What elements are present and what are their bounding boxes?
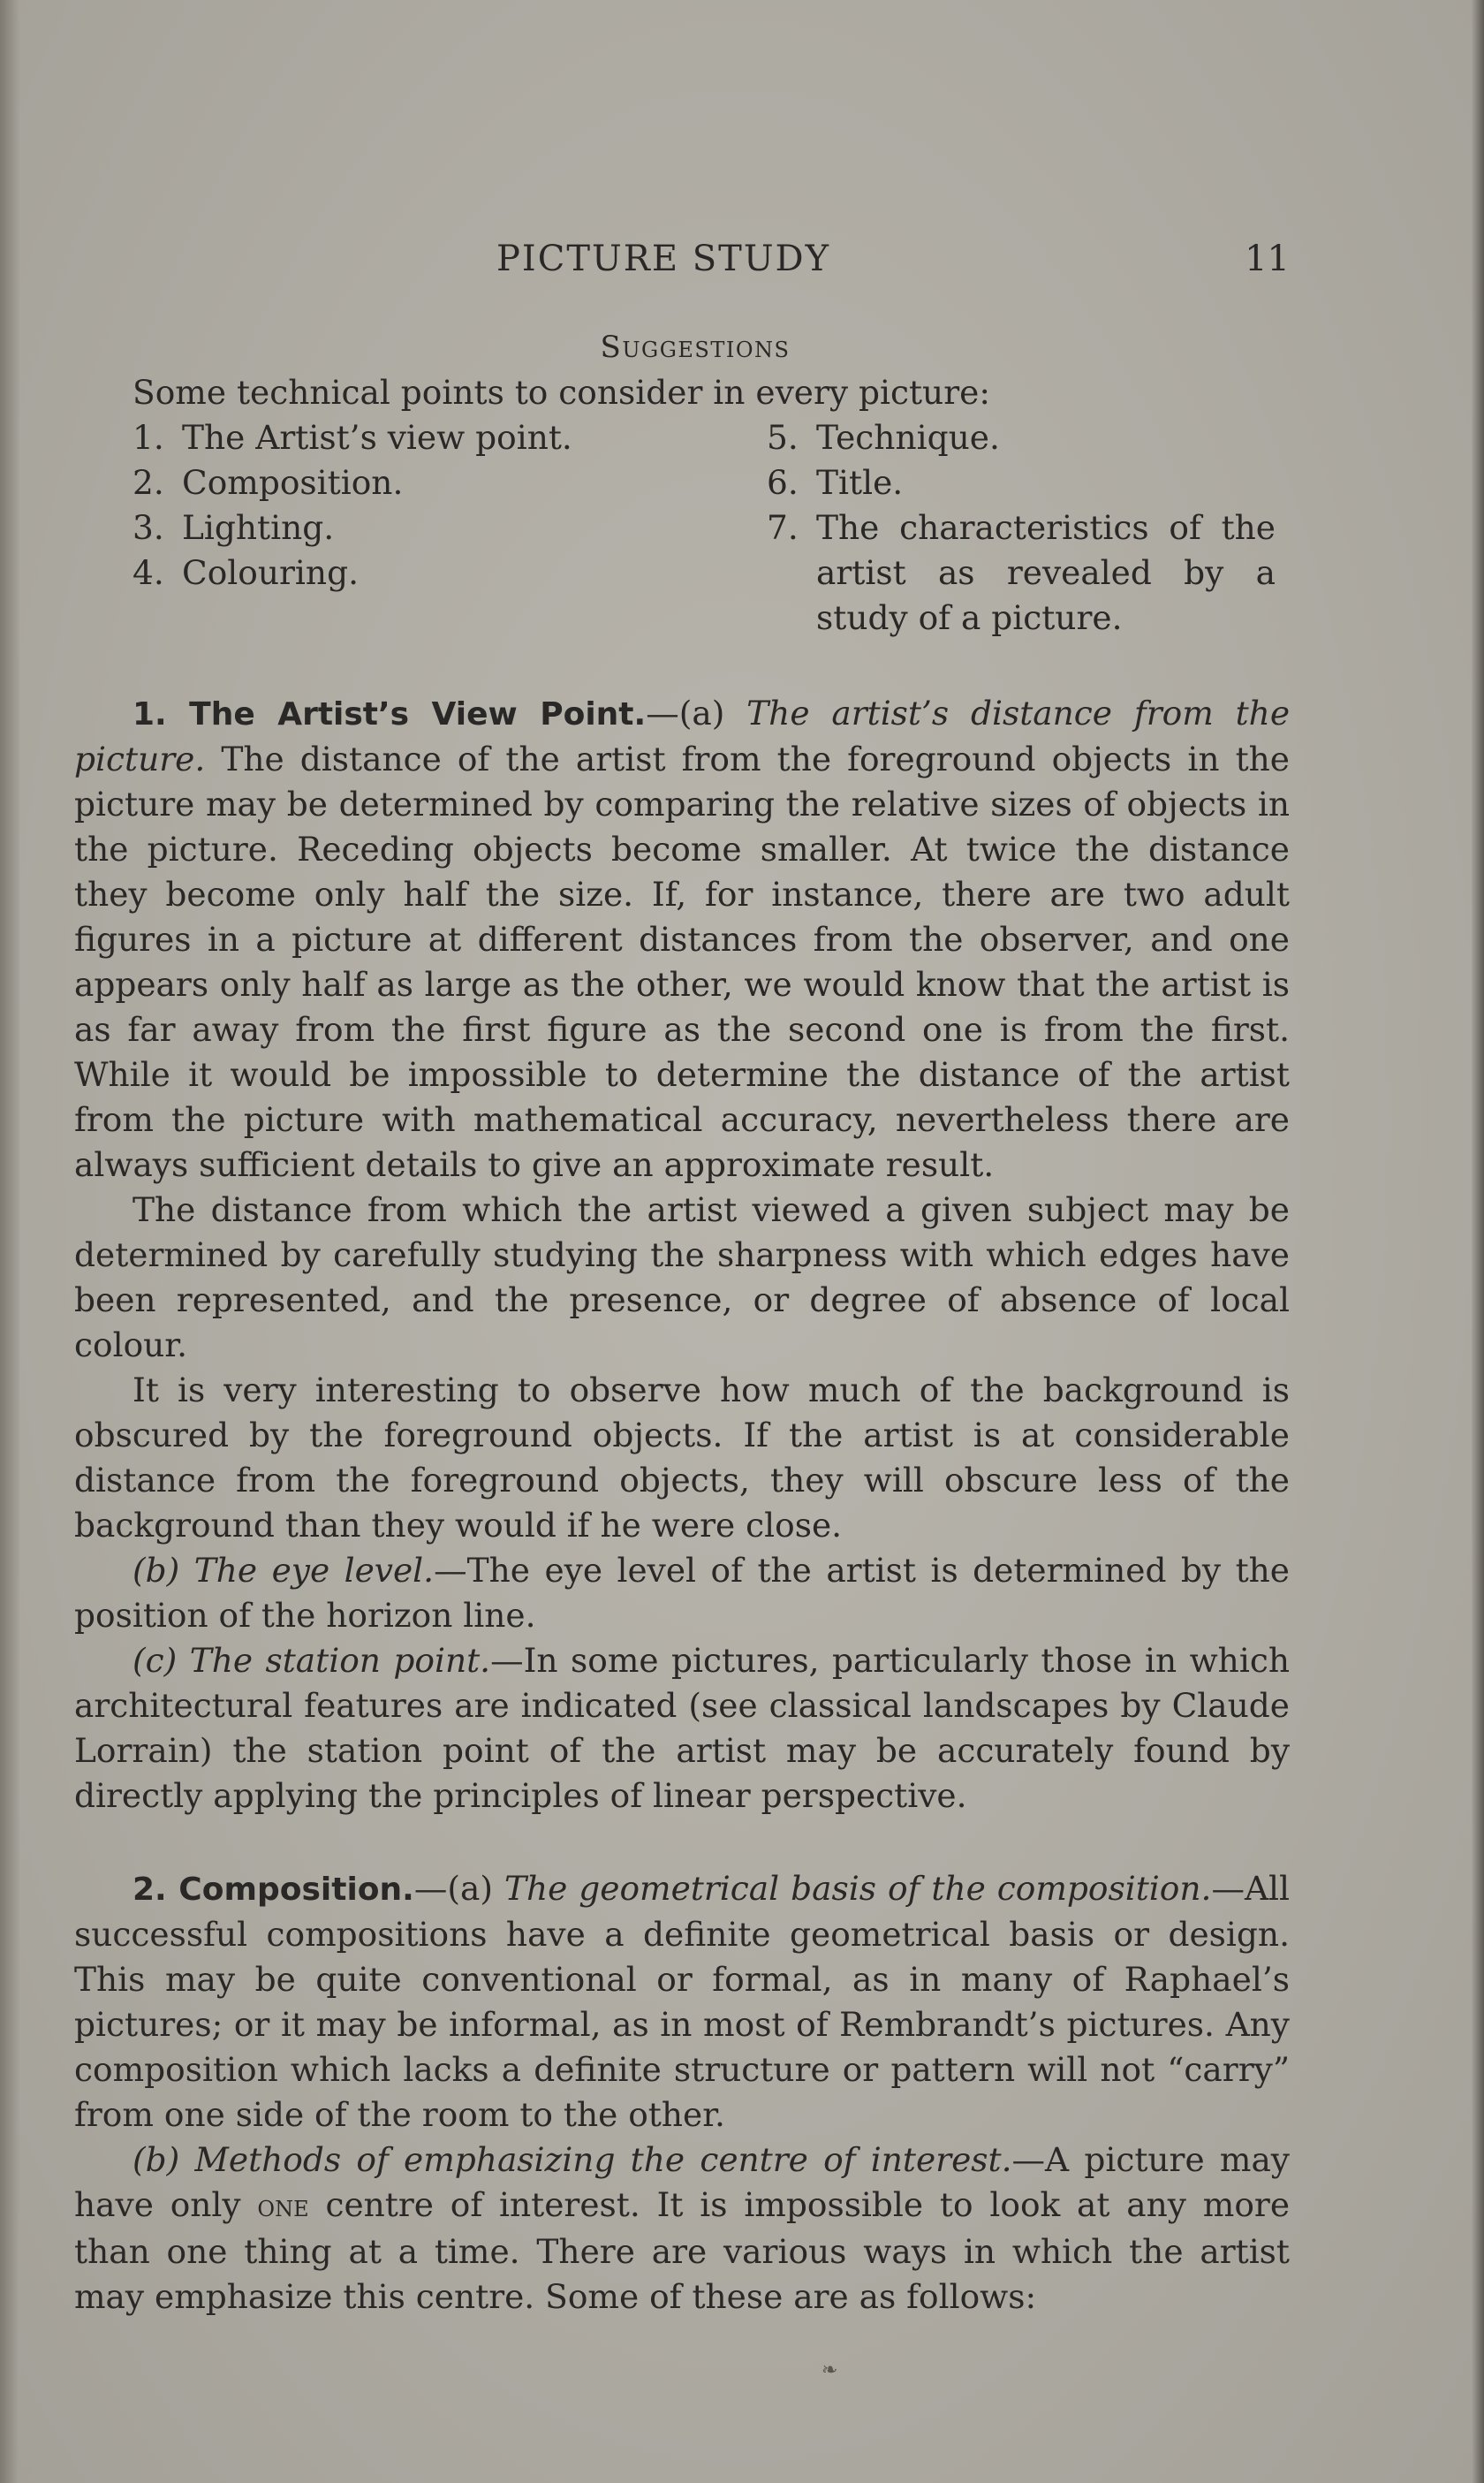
list-item-label: Colouring. (182, 553, 359, 592)
section-2-paragraph-a-text: —All successful compositions have a definite geometrical basis or design. This may be quite conventional or formal, as in many of Raphael’s pictures; or it may be informal, as in most of Rembrandt’s pictures. Any composition which lacks a definite structure or pattern will not “carry” from one side of the room to the other. (74, 1869, 1291, 2134)
suggestions-title: Suggestions (600, 330, 791, 365)
suggestions-list (74, 415, 1290, 643)
section-1-paragraph-2: The distance from which the artist viewed a given subject may be determined by carefully studying the sharpness with which edges have been represented, and the presence, or degree of absence of local colour. (74, 1190, 1290, 1364)
section-2-paragraph-a (74, 1866, 1290, 2138)
section-1-paragraph-a (74, 691, 1290, 1188)
section-2-sub-b-marker: (b) (132, 2140, 180, 2179)
list-item-number: 1. (132, 418, 164, 457)
page-edge (1472, 0, 1484, 2483)
page-number: 11 (1245, 239, 1290, 279)
section-1-sub-c-title: The station point. (189, 1641, 491, 1680)
printer-mark-icon: ❧ (822, 2359, 838, 2381)
section-1-paragraph-b-text: —The eye level of the artist is determined by the position of the horizon line. (74, 1551, 1291, 1635)
section-2-sub-a-title: The geometrical basis of the composition. (504, 1869, 1212, 1908)
suggestions-list-left (132, 415, 698, 596)
section-2-paragraph-b-text-1: —A picture may have only (74, 2140, 1290, 2224)
list-item-label: Composition. (182, 463, 404, 502)
section-2-paragraph-b-text-2: centre of interest. It is impossible to look at any more than one thing at a time. There are various ways in which the artist may emphasize this centre. Some of these are as follows: (74, 2185, 1291, 2316)
suggestions-list-right (767, 415, 1276, 641)
section-2-heading: 2. Composition. (132, 1872, 414, 1908)
section-1-paragraph-c (74, 1638, 1290, 1819)
list-item-number: 5. (767, 418, 799, 457)
suggestions-intro: Some technical points to consider in every picture: (132, 373, 990, 412)
list-item (767, 415, 1276, 460)
section-1-sub-b-title: The eye level. (193, 1551, 435, 1590)
list-item-label: The Artist’s view point. (182, 418, 572, 457)
list-item-number: 6. (767, 463, 799, 502)
section-1-paragraph-c-text: —In some pictures, particularly those in which architectural features are indicated (see classical landscapes by Claude Lorrain) the station point of the artist may be accurately found by directly applying the principles of linear perspective. (74, 1641, 1290, 1815)
section-1-paragraph-b (74, 1548, 1290, 1638)
list-item (767, 460, 1276, 505)
text-column (74, 325, 1290, 2320)
list-item-label: Technique. (816, 418, 1000, 457)
section-1-sub-c-marker: (c) (132, 1641, 178, 1680)
section-2-emphasis-one: one (257, 2189, 309, 2224)
page-header (132, 239, 1290, 292)
list-item (767, 505, 1276, 641)
section-2-paragraph-b (74, 2138, 1290, 2320)
list-item-number: 4. (132, 553, 164, 592)
section-1-sub-a-marker: —(a) (646, 694, 725, 733)
page-spine-shadow (0, 0, 19, 2483)
section-2-sub-a-marker: —(a) (413, 1869, 493, 1908)
list-item (132, 551, 698, 596)
section-1-sub-b-marker: (b) (132, 1551, 180, 1590)
section-2-sub-b-title: Methods of emphasizing the centre of interest. (194, 2140, 1012, 2179)
section-1-sub-a-title: The artist’s distance from the picture. (74, 694, 1291, 778)
list-item-number: 7. (767, 508, 799, 547)
list-item-label: Title. (816, 463, 904, 502)
list-item-label: Lighting. (182, 508, 335, 547)
section-1-paragraph-3: It is very interesting to observe how much of the background is obscured by the foreground objects. If the artist is at considerable distance from the foreground objects, they will obscure less of the background than they would if he were close. (74, 1371, 1290, 1545)
list-item-number: 3. (132, 508, 164, 547)
running-head: PICTURE STUDY (496, 239, 831, 279)
list-item (132, 460, 698, 505)
list-item (132, 415, 698, 460)
section-1-heading: 1. The Artist’s View Point. (132, 696, 647, 733)
list-item-number: 2. (132, 463, 164, 502)
list-item (132, 505, 698, 551)
list-item-label: The characteristics of the artist as revealed by a study of a picture. (816, 508, 1276, 637)
section-1-paragraph-a-text: The distance of the artist from the foreground objects in the picture may be determined by comparing the relative sizes of objects in the picture. Receding objects become smaller. At twice the distance they become only half the size. If, for instance, there are two adult figures in a picture at different distances from the observer, and one appears only half as large as the other, we would know that the artist is as far away from the first figure as the second one is from the first. While it would be impossible to determine the distance of the artist from the picture with mathematical accuracy, nevertheless there are always sufficient details to give an approximate result. (74, 740, 1290, 1184)
